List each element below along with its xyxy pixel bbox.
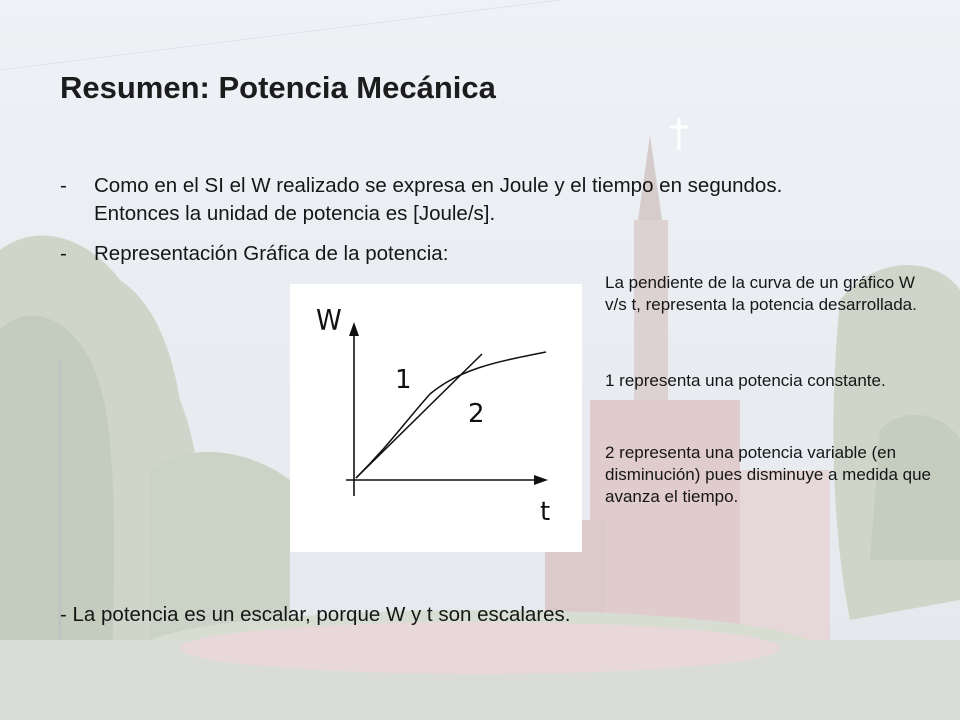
power-graph: [290, 284, 582, 552]
y-axis-arrow: [349, 322, 359, 336]
bullet-marker: -: [60, 174, 67, 197]
bullet-item: [60, 172, 860, 228]
bullet-text: Representación Gráfica de la potencia:: [94, 242, 449, 265]
note-slope: La pendiente de la curva de un gráfico W v/s t, representa la potencia desarrollada.: [605, 273, 917, 314]
bullet-item: [60, 240, 860, 268]
bullet-list: [60, 172, 860, 280]
curve-1-label: 1: [395, 365, 412, 395]
bullet-text: Como en el SI el W realizado se expresa en Joule y el tiempo en segundos. Entonces la unidad de potencia es [Joule/s].: [94, 174, 783, 225]
note-curve-2: 2 representa una potencia variable (en disminución) pues disminuye a medida que avanza el tiempo.: [605, 443, 932, 506]
x-axis-label: t: [540, 497, 551, 527]
x-axis-arrow: [534, 475, 548, 485]
note-curve-1: 1 representa una potencia constante.: [605, 371, 886, 390]
curve-2-label: 2: [468, 399, 485, 429]
slide-title: Resumen: Potencia Mecánica: [60, 70, 496, 105]
curve-2-line: [356, 352, 546, 478]
y-axis-label: W: [316, 305, 342, 338]
curve-1-line: [356, 354, 482, 478]
footer-statement: - La potencia es un escalar, porque W y t son escalares.: [60, 603, 571, 626]
bullet-marker: -: [60, 242, 67, 265]
